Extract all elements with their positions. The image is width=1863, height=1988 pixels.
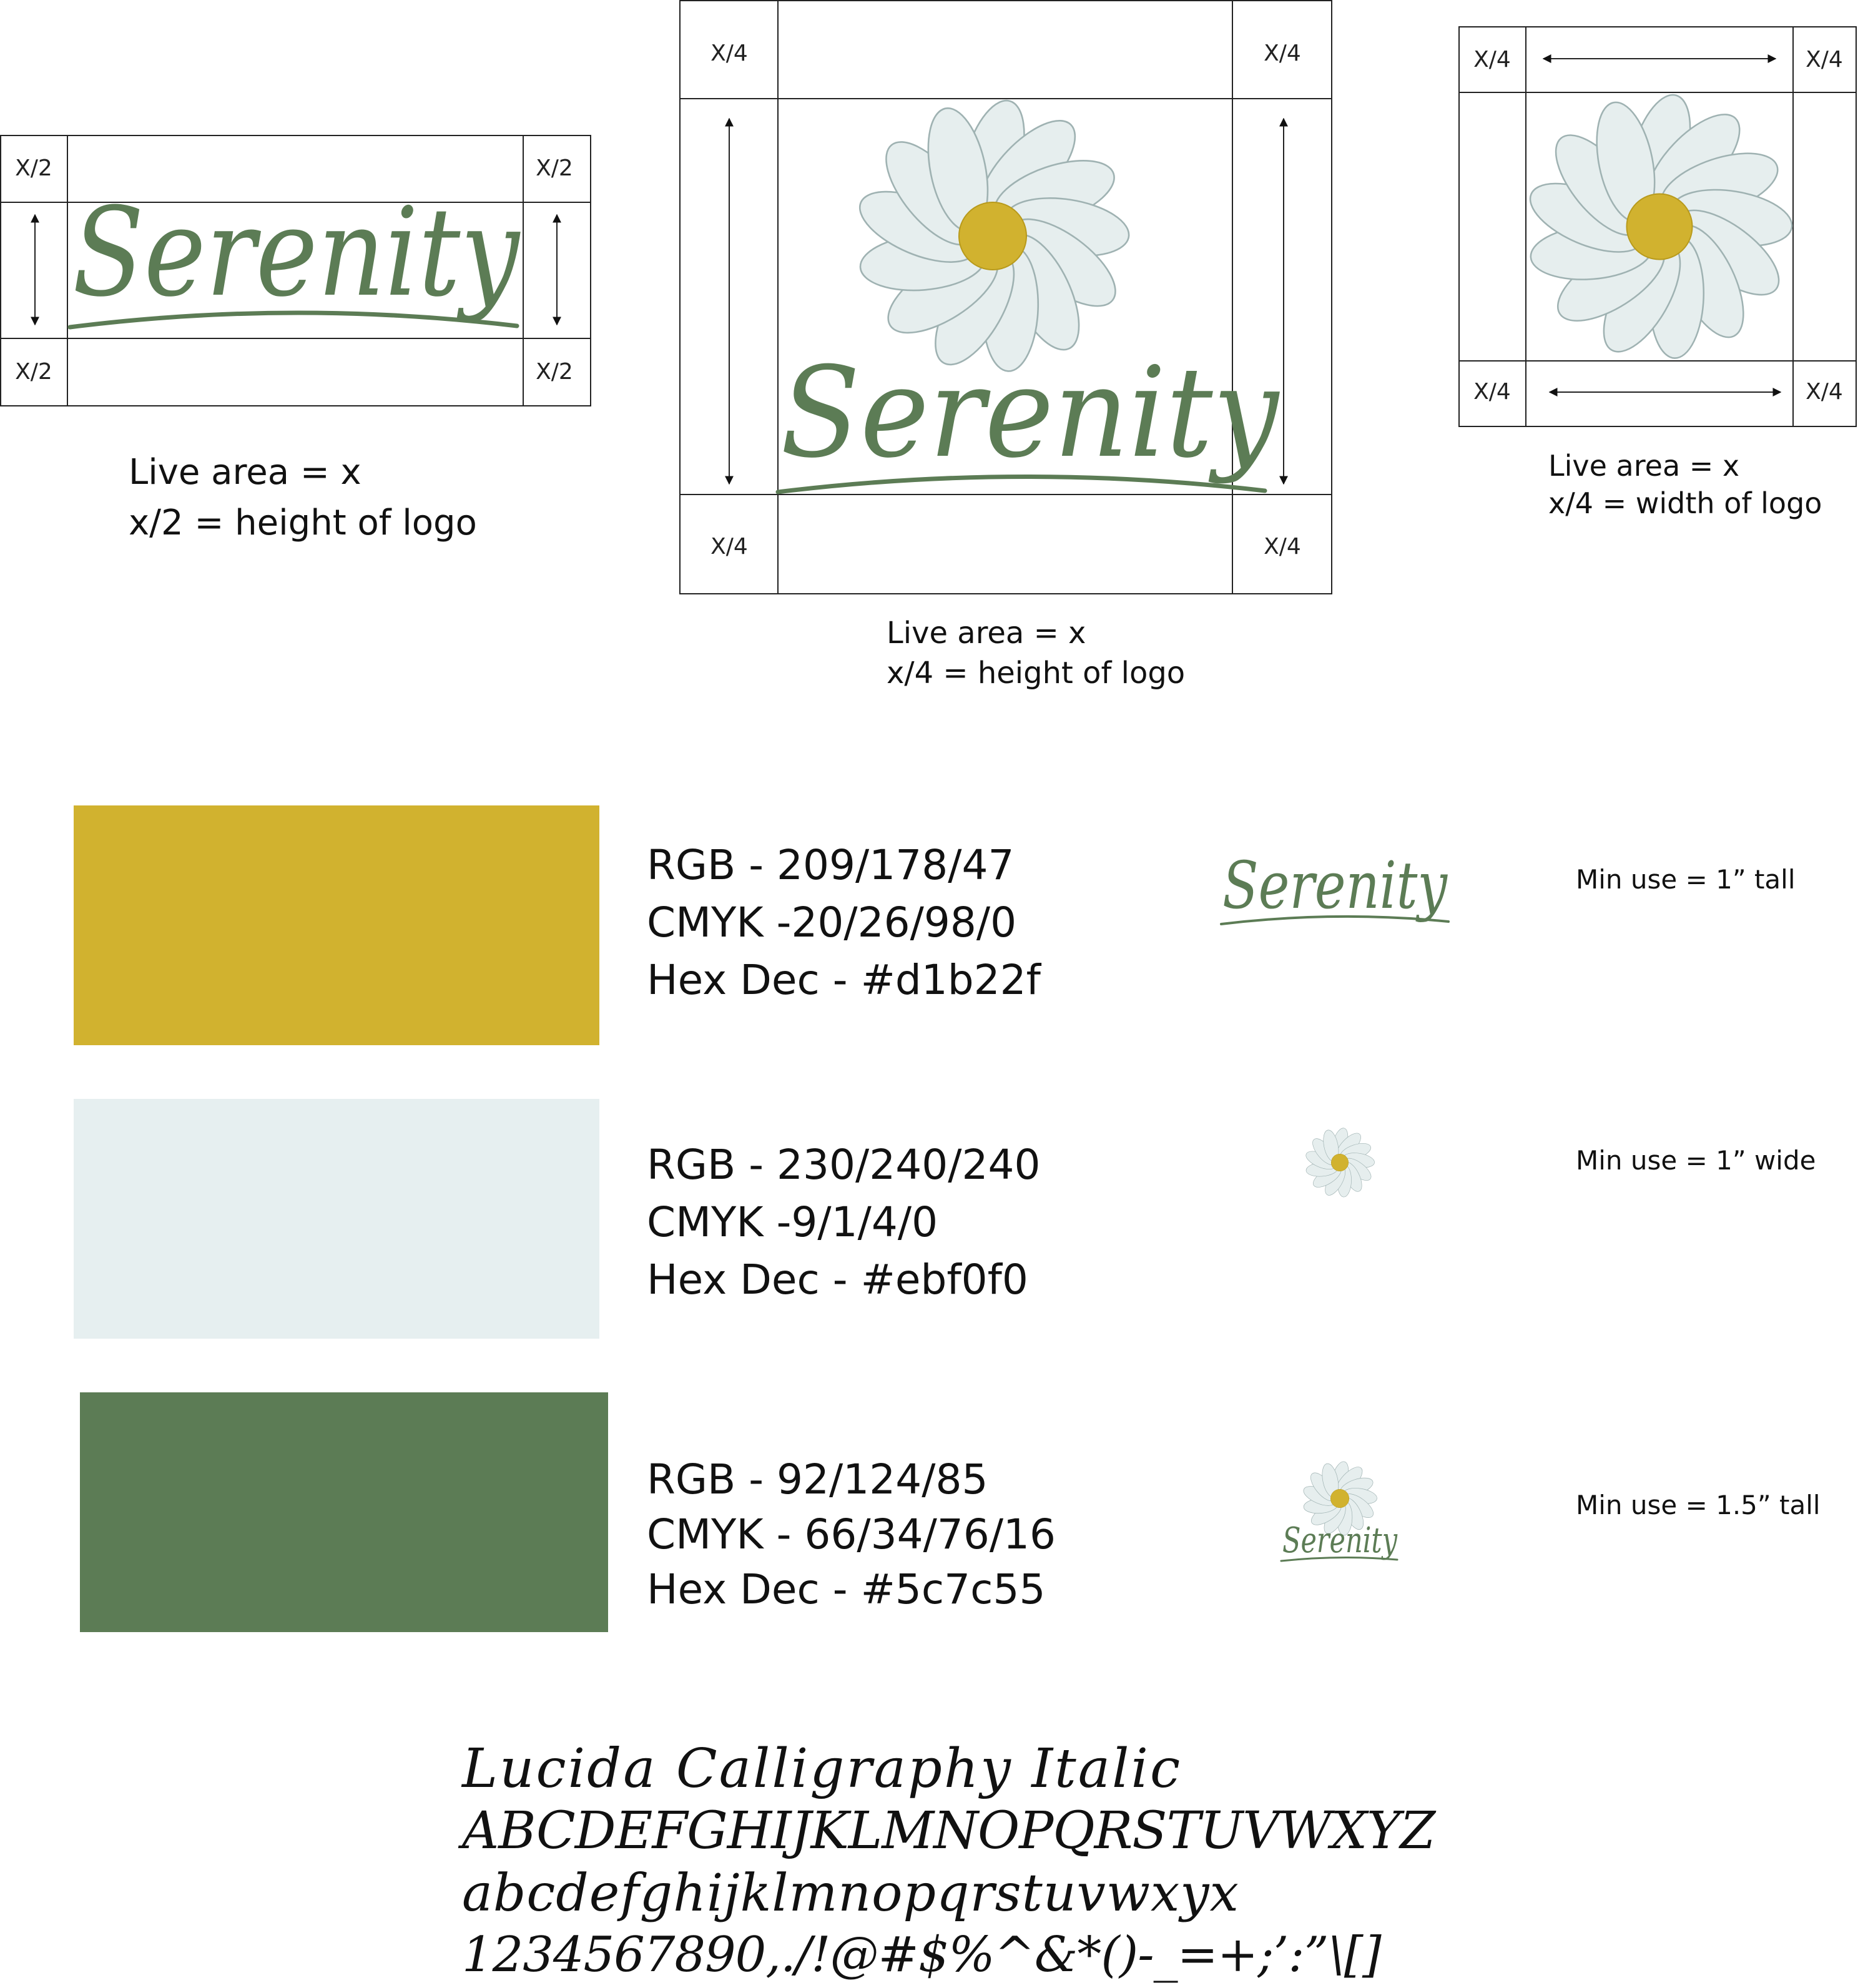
note-live-area: Live area = x (1548, 449, 1740, 483)
swatch-gold-rgb: RGB - 209/178/47 (647, 841, 1015, 889)
margin-label: X/2 (15, 359, 52, 385)
swatch-pale (74, 1099, 599, 1339)
margin-label: X/2 (536, 155, 573, 181)
panel-full-logo-spacing (679, 0, 1334, 596)
swatch-gold (74, 805, 599, 1045)
swatch-green (80, 1392, 608, 1632)
swatch-green-hex: Hex Dec - #5c7c55 (647, 1565, 1046, 1613)
logo-wordmark: Serenity (1282, 1520, 1398, 1561)
margin-label: X/2 (536, 359, 573, 385)
margin-label: X/2 (15, 155, 52, 181)
logo-wordmark: Serenity (780, 340, 1281, 486)
swatch-pale-hex: Hex Dec - #ebf0f0 (647, 1256, 1028, 1304)
min-use-note: Min use = 1.5” tall (1576, 1490, 1821, 1520)
typeface-numerals: 1234567890,./!@#$%^&*()-_=+;’:”\[] (462, 1927, 1381, 1983)
typeface-uppercase: ABCDEFGHIJKLMNOPQRSTUVWXYZ (462, 1801, 1435, 1861)
daisy-icon (1526, 92, 1793, 361)
min-use-note: Min use = 1” wide (1576, 1145, 1816, 1176)
daisy-icon (855, 99, 1130, 373)
note-logo-height: x/2 = height of logo (129, 503, 477, 543)
margin-label: X/4 (1473, 379, 1511, 405)
min-use-note: Min use = 1” tall (1576, 864, 1796, 895)
serenity-logo-tiny (1280, 1521, 1401, 1565)
margin-label: X/4 (1264, 41, 1301, 66)
typeface-lowercase: abcdefghijklmnopqrstuvwxyx (462, 1864, 1239, 1923)
daisy-icon (1305, 1128, 1375, 1198)
logo-wordmark: Serenity (72, 182, 521, 324)
swatch-pale-cmyk: CMYK -9/1/4/0 (647, 1198, 938, 1246)
panel-icon-spacing (1458, 26, 1858, 428)
serenity-logo-small (1217, 848, 1455, 932)
margin-label: X/4 (710, 41, 748, 66)
note-logo-height: x/4 = height of logo (887, 656, 1186, 691)
margin-label: X/4 (1264, 534, 1301, 559)
swatch-pale-rgb: RGB - 230/240/240 (647, 1141, 1041, 1189)
swatch-gold-hex: Hex Dec - #d1b22f (647, 956, 1041, 1004)
margin-label: X/4 (710, 534, 748, 559)
margin-label: X/4 (1806, 47, 1843, 72)
margin-label: X/4 (1473, 47, 1511, 72)
logo-wordmark: Serenity (1222, 847, 1448, 923)
note-live-area: Live area = x (129, 452, 361, 493)
swatch-green-rgb: RGB - 92/124/85 (647, 1455, 988, 1503)
margin-label: X/4 (1806, 379, 1843, 405)
swatch-gold-cmyk: CMYK -20/26/98/0 (647, 898, 1017, 947)
panel-wordmark-spacing (0, 135, 592, 407)
serenity-logo (772, 340, 1290, 499)
note-logo-width: x/4 = width of logo (1548, 486, 1822, 520)
swatch-green-cmyk: CMYK - 66/34/76/16 (647, 1510, 1056, 1558)
serenity-logo (67, 182, 523, 338)
note-live-area: Live area = x (887, 616, 1086, 651)
typeface-name: Lucida Calligraphy Italic (462, 1738, 1182, 1800)
